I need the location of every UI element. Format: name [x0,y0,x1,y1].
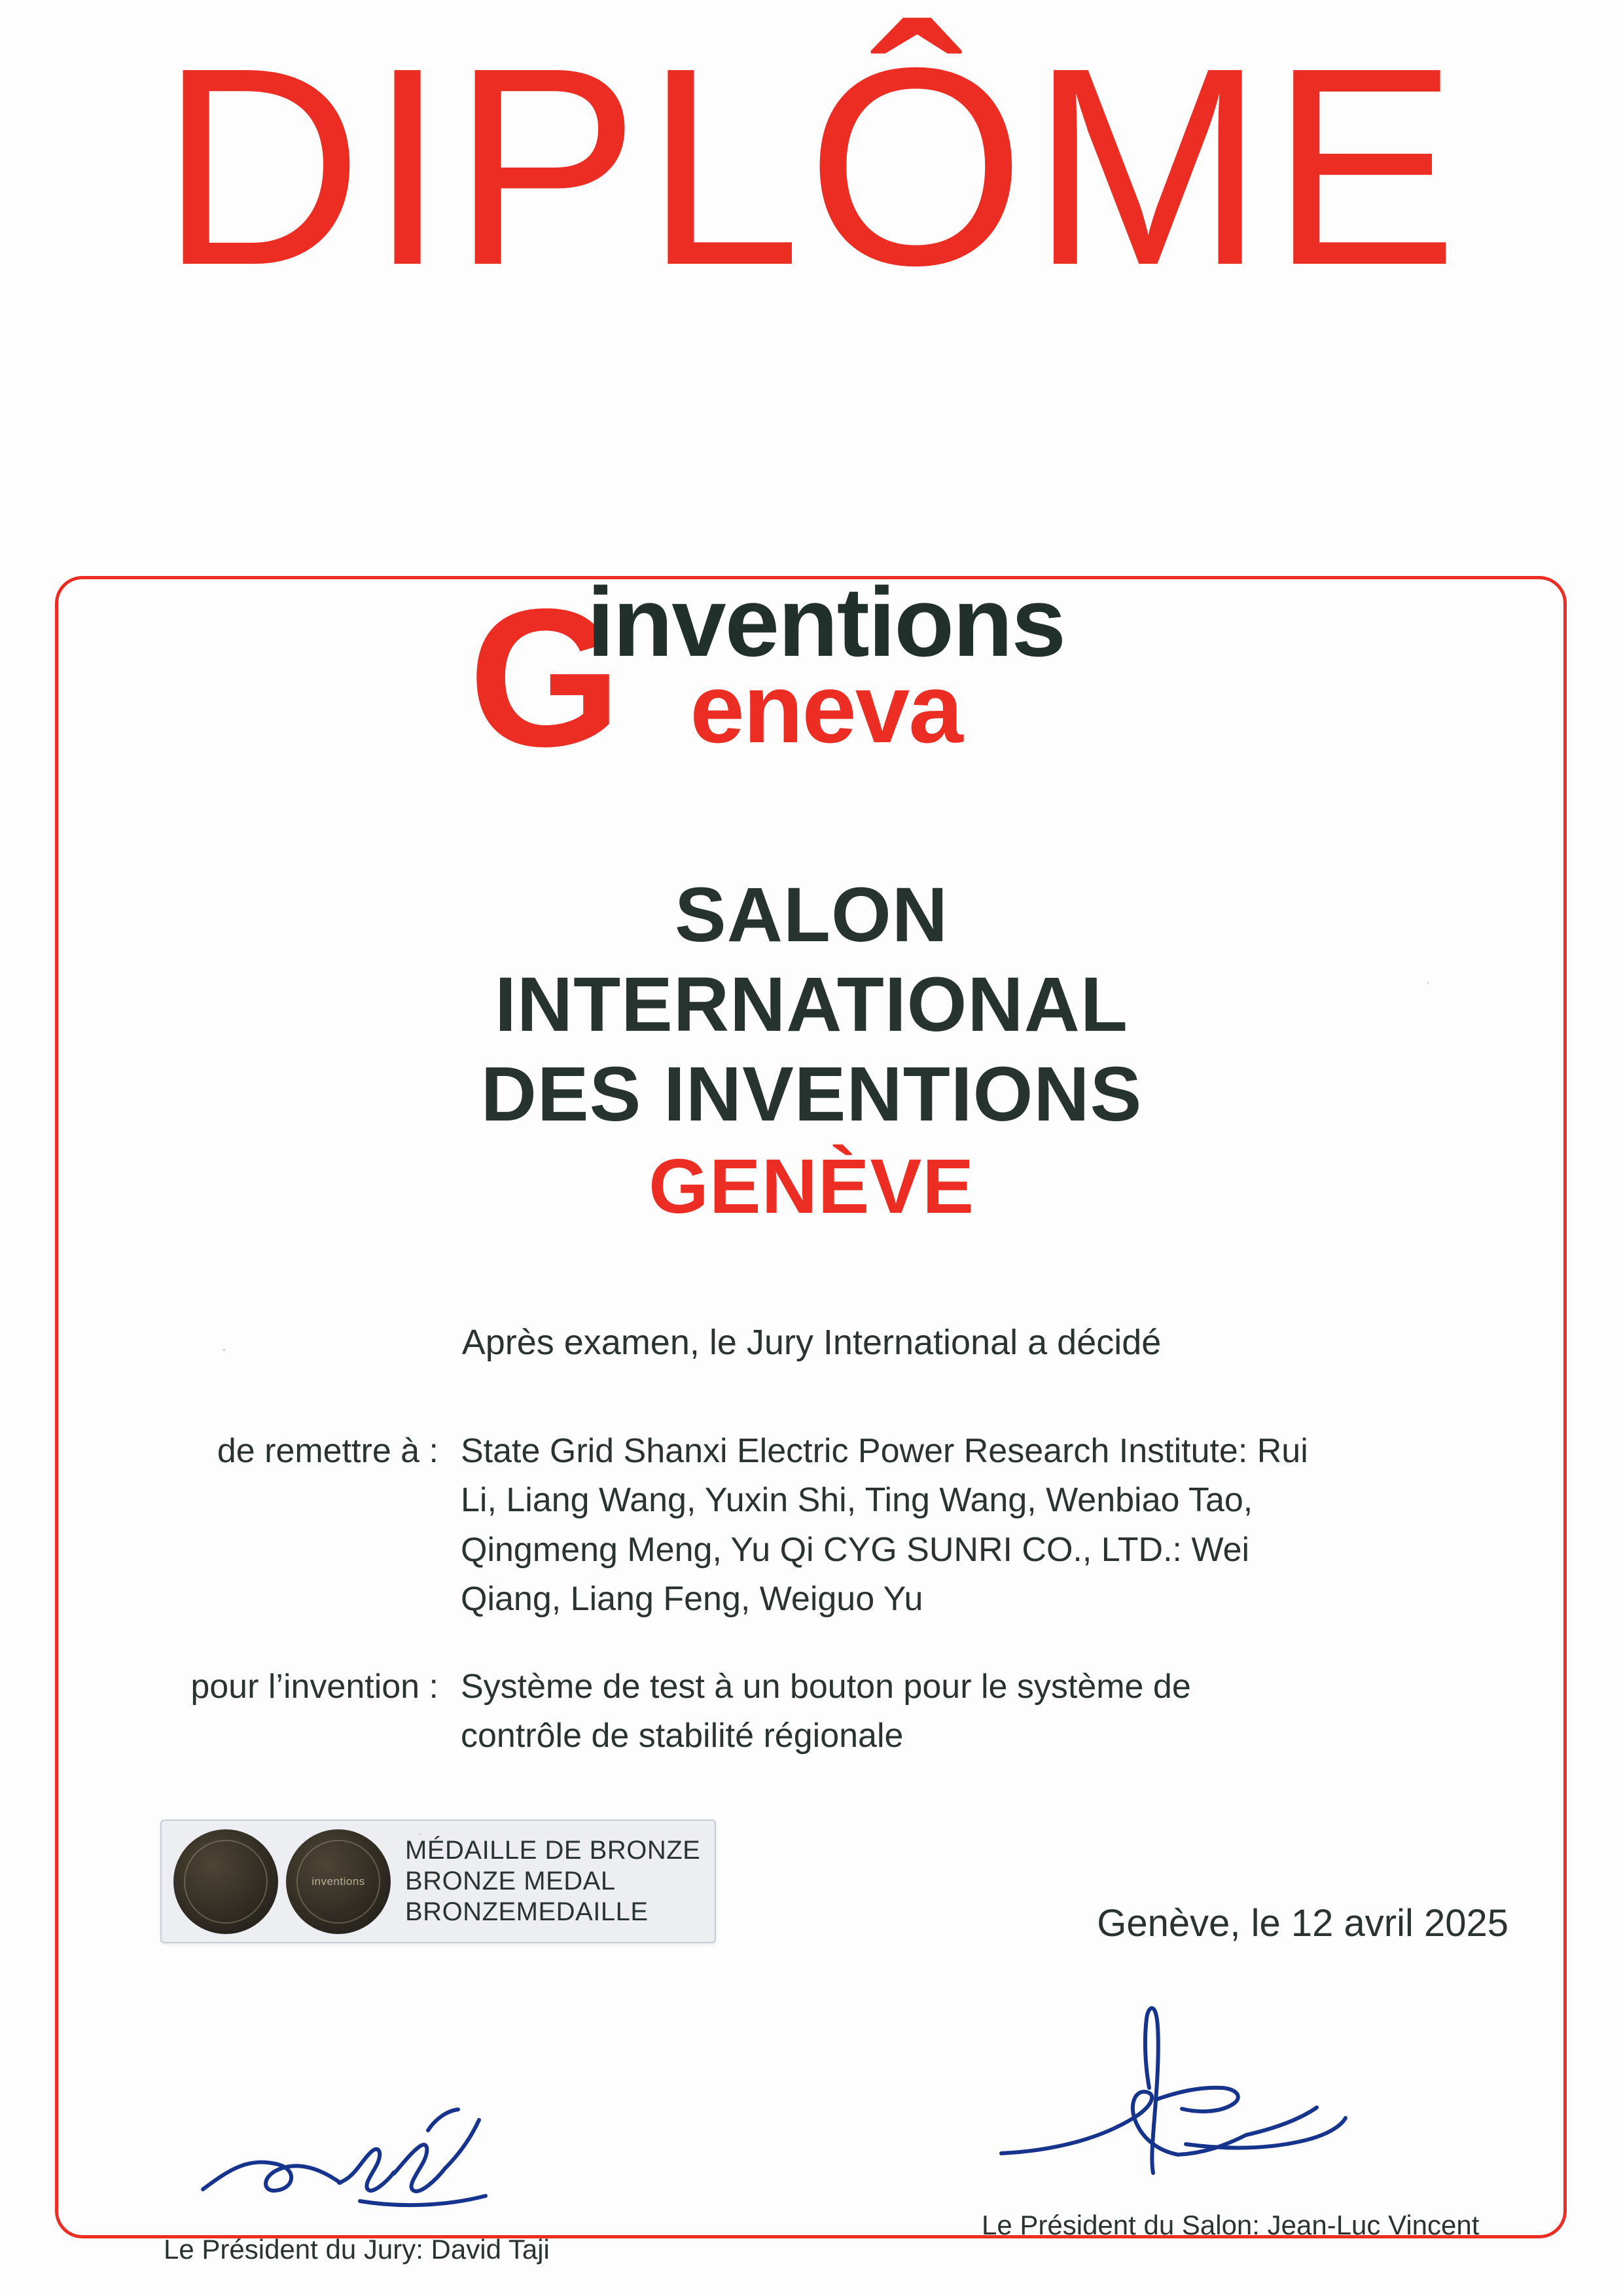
inventions-geneva-logo [0,567,1623,815]
salon-heading-line-3: DES INVENTIONS [480,1050,1143,1138]
signature-jury-president [164,2091,569,2229]
logo-line-2: eneva [690,653,962,763]
recipient-value: State Grid Shanxi Electric Power Research Institute: Rui Li, Liang Wang, Yuxin Shi, Ting Wang, Wenbiao Tao, Qingmeng Meng, Yu Qi CYG SUNRI CO., LTD.: Wei Qiang, Liang Feng, Weiguo Yu [461,1432,1308,1619]
medal-coin-front-icon [173,1829,278,1934]
certificate-border [55,567,1567,2238]
issue-date: Genève, le 12 avril 2025 [1097,1902,1508,1945]
salon-heading-line-2: INTERNATIONAL [495,961,1128,1048]
logo-line-1: inventions [586,567,1065,677]
medal-text-fr: MÉDAILLE DE BRONZE [405,1835,701,1865]
salon-heading-line-1: SALON [675,872,948,958]
invention-label: pour l’invention : [190,1668,438,1706]
scan-speck [419,1833,421,1835]
medal-text [405,1835,700,1928]
medal-coin-label: inventions [312,1874,365,1888]
medal-text-en: BRONZE MEDAL [405,1866,616,1895]
recipient-row [157,1427,1311,1624]
jury-statement: Après examen, le Jury International a décidé [461,1323,1162,1362]
jury-president-signature-block [164,2091,661,2265]
jury-president-caption: Le Président du Jury: David Taji [164,2234,550,2265]
salon-heading-line-4: GENÈVE [649,1143,974,1230]
salon-president-signature-block [982,1990,1571,2241]
invention-value: Système de test à un bouton pour le système de contrôle de stabilité régionale [461,1668,1191,1755]
signature-salon-president [982,1990,1544,2206]
invention-row [157,1662,1311,1761]
bronze-medal-sticker [160,1820,716,1943]
recipient-label: de remettre à : [217,1432,438,1470]
medal-text-de: BRONZEMEDAILLE [405,1897,649,1927]
medal-coin-back-icon [286,1829,391,1934]
page-title: DIPLÔME [160,10,1463,324]
salon-president-caption: Le Président du Salon: Jean-Luc Vincent [982,2210,1480,2240]
salon-heading [0,870,1623,1232]
logo-big-g: G [469,567,622,787]
scan-speck [1427,982,1429,984]
scan-speck [223,1348,226,1352]
